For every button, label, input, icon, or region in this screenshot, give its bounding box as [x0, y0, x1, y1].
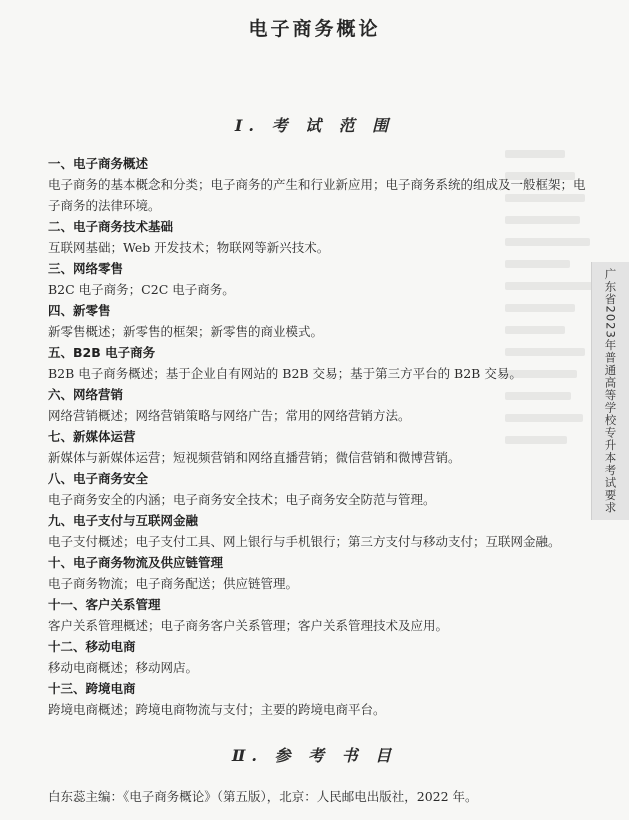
topic-heading: 十一、客户关系管理 [48, 597, 161, 612]
topic-11 [48, 594, 588, 636]
topic-1 [48, 153, 588, 216]
topic-8 [48, 468, 588, 510]
topic-body: 跨境电商概述；跨境电商物流与支付；主要的跨境电商平台。 [48, 702, 386, 717]
topic-body: 电子支付概述；电子支付工具、网上银行与手机银行；第三方支付与移动支付；互联网金融。 [48, 534, 561, 549]
topic-body: 新零售概述；新零售的框架；新零售的商业模式。 [48, 324, 324, 339]
topic-5 [48, 342, 588, 384]
topic-7 [48, 426, 588, 468]
topic-body: 移动电商概述；移动网店。 [48, 660, 199, 675]
topic-heading: 一、电子商务概述 [48, 156, 149, 171]
topic-heading: 二、电子商务技术基础 [48, 219, 174, 234]
topic-heading: 五、B2B 电子商务 [48, 345, 156, 360]
topic-body: 网络营销概述；网络营销策略与网络广告；常用的网络营销方法。 [48, 408, 411, 423]
side-tab-label: 广东省2023年普通高等学校专升本考试要求 [603, 268, 618, 514]
section-heading-references: Ⅱ. 参 考 书 目 [231, 746, 398, 765]
topic-heading: 三、网络零售 [48, 261, 124, 276]
topic-heading: 九、电子支付与互联网金融 [48, 513, 199, 528]
topic-body: 互联网基础；Web 开发技术；物联网等新兴技术。 [48, 240, 330, 255]
topic-body: 新媒体与新媒体运营；短视频营销和网络直播营销；微信营销和微博营销。 [48, 450, 461, 465]
topic-12 [48, 636, 588, 678]
topic-body: 电子商务安全的内涵；电子商务安全技术；电子商务安全防范与管理。 [48, 492, 436, 507]
topic-heading: 八、电子商务安全 [48, 471, 149, 486]
topic-9 [48, 510, 588, 552]
topic-body: B2B 电子商务概述；基于企业自有网站的 B2B 交易；基于第三方平台的 B2B 交易。 [48, 366, 522, 381]
topic-10 [48, 552, 588, 594]
section-heading-exam-scope: Ⅰ. 考 试 范 围 [234, 116, 395, 135]
exam-scope-content [48, 153, 588, 720]
page-title: 电子商务概论 [248, 18, 381, 40]
reference-book: 白东蕊主编：《电子商务概论》（第五版），北京：人民邮电出版社，2022 年。 [48, 789, 478, 804]
topic-heading: 十二、移动电商 [48, 639, 136, 654]
topic-heading: 六、网络营销 [48, 387, 124, 402]
topic-13 [48, 678, 588, 720]
topic-3 [48, 258, 588, 300]
topic-6 [48, 384, 588, 426]
topic-2 [48, 216, 588, 258]
topic-body: 客户关系管理概述；电子商务客户关系管理；客户关系管理技术及应用。 [48, 618, 449, 633]
topic-heading: 七、新媒体运营 [48, 429, 136, 444]
topic-body: B2C 电子商务；C2C 电子商务。 [48, 282, 235, 297]
side-tab [591, 262, 629, 520]
topic-body: 电子商务的基本概念和分类；电子商务的产生和行业新应用；电子商务系统的组成及一般框架；电子商务的法律环境。 [48, 177, 586, 213]
topic-heading: 十、电子商务物流及供应链管理 [48, 555, 224, 570]
topic-4 [48, 300, 588, 342]
topic-heading: 四、新零售 [48, 303, 111, 318]
topic-body: 电子商务物流；电子商务配送；供应链管理。 [48, 576, 299, 591]
topic-heading: 十三、跨境电商 [48, 681, 136, 696]
